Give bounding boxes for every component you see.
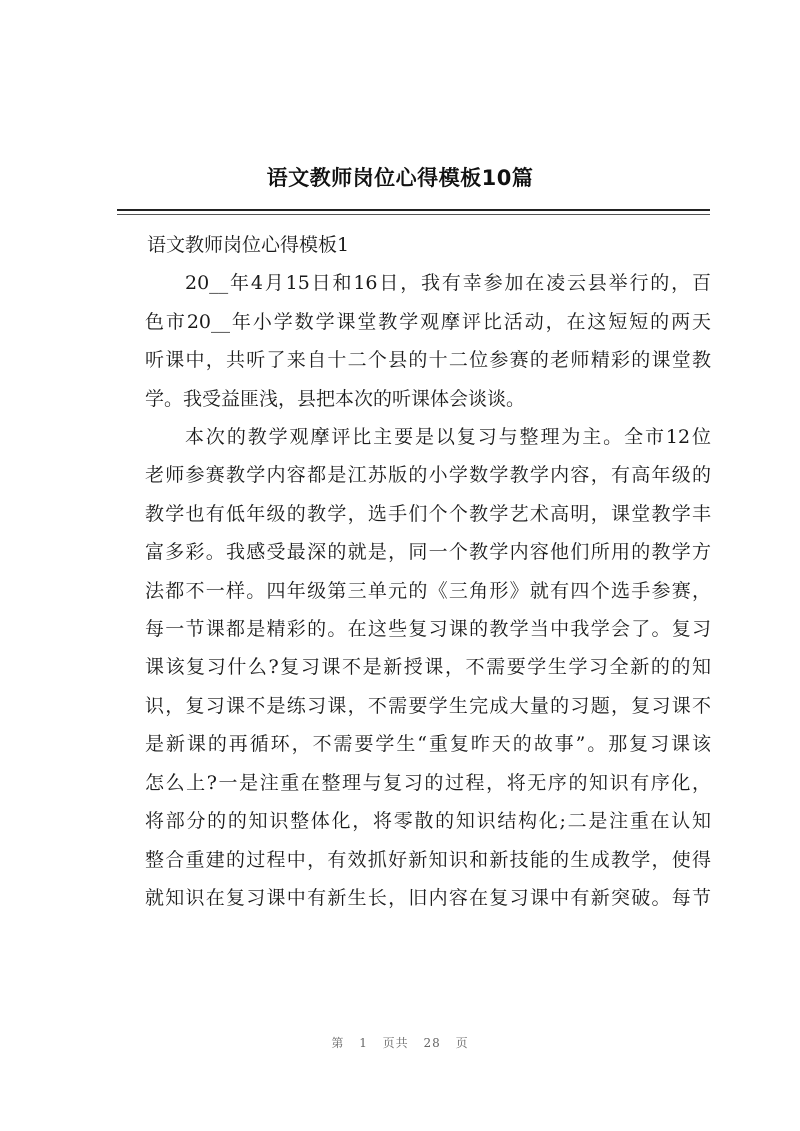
paragraph-line: 本次的教学观摩评比主要是以复习与整理为主。全市12位 <box>185 426 711 449</box>
paragraph-line: 课该复习什么?复习课不是新授课，不需要学生学习全新的的知 <box>145 656 711 679</box>
paragraph-line: 将部分的的知识整体化，将零散的知识结构化;二是注重在认知 <box>145 810 711 833</box>
paragraph-line: 听课中，共听了来自十二个县的十二位参赛的老师精彩的课堂教 <box>145 349 711 372</box>
paragraph-line: 教学也有低年级的教学，选手们个个教学艺术高明，课堂教学丰 <box>145 502 711 525</box>
paragraph-line: 富多彩。我感受最深的就是，同一个教学内容他们所用的教学方 <box>145 541 711 564</box>
paragraph-line: 怎么上?一是注重在整理与复习的过程，将无序的知识有序化， <box>145 771 711 794</box>
document-title: 语文教师岗位心得模板10篇 <box>266 166 534 190</box>
paragraph-line: 每一节课都是精彩的。在这些复习课的教学当中我学会了。复习 <box>145 618 711 641</box>
paragraph-line: 法都不一样。四年级第三单元的《三角形》就有四个选手参赛， <box>145 579 711 602</box>
paragraph-line: 色市20__年小学数学课堂教学观摩评比活动，在这短短的两天 <box>145 310 711 333</box>
footer-current-page: 1 <box>359 1036 368 1050</box>
footer-prefix: 第 <box>331 1036 345 1050</box>
paragraph-1 <box>107 264 711 418</box>
paragraph-line: 整合重建的过程中，有效抓好新知识和新技能的生成教学，使得 <box>145 848 711 871</box>
page-footer <box>0 1034 800 1051</box>
document-body <box>107 226 711 917</box>
paragraph-line: 学。我受益匪浅，县把本次的听课体会谈谈。 <box>145 387 526 410</box>
paragraph-line: 识，复习课不是练习课，不需要学生完成大量的习题，复习课不 <box>145 694 711 717</box>
footer-middle: 页共 <box>382 1036 409 1050</box>
paragraph-line: 20__年4月15日和16日，我有幸参加在凌云县举行的，百 <box>185 272 711 295</box>
paragraph-line: 就知识在复习课中有新生长，旧内容在复习课中有新突破。每节 <box>145 886 711 909</box>
section-heading: 语文教师岗位心得模板1 <box>147 234 350 256</box>
paragraph-2 <box>107 418 711 917</box>
paragraph-line: 老师参赛教学内容都是江苏版的小学数学教学内容，有高年级的 <box>145 464 711 487</box>
footer-suffix: 页 <box>455 1036 469 1050</box>
title-underline-thin <box>117 214 710 215</box>
title-underline-thick <box>117 209 710 211</box>
paragraph-line: 是新课的再循环，不需要学生“重复昨天的故事”。那复习课该 <box>145 733 711 756</box>
footer-total-pages: 28 <box>423 1036 441 1050</box>
